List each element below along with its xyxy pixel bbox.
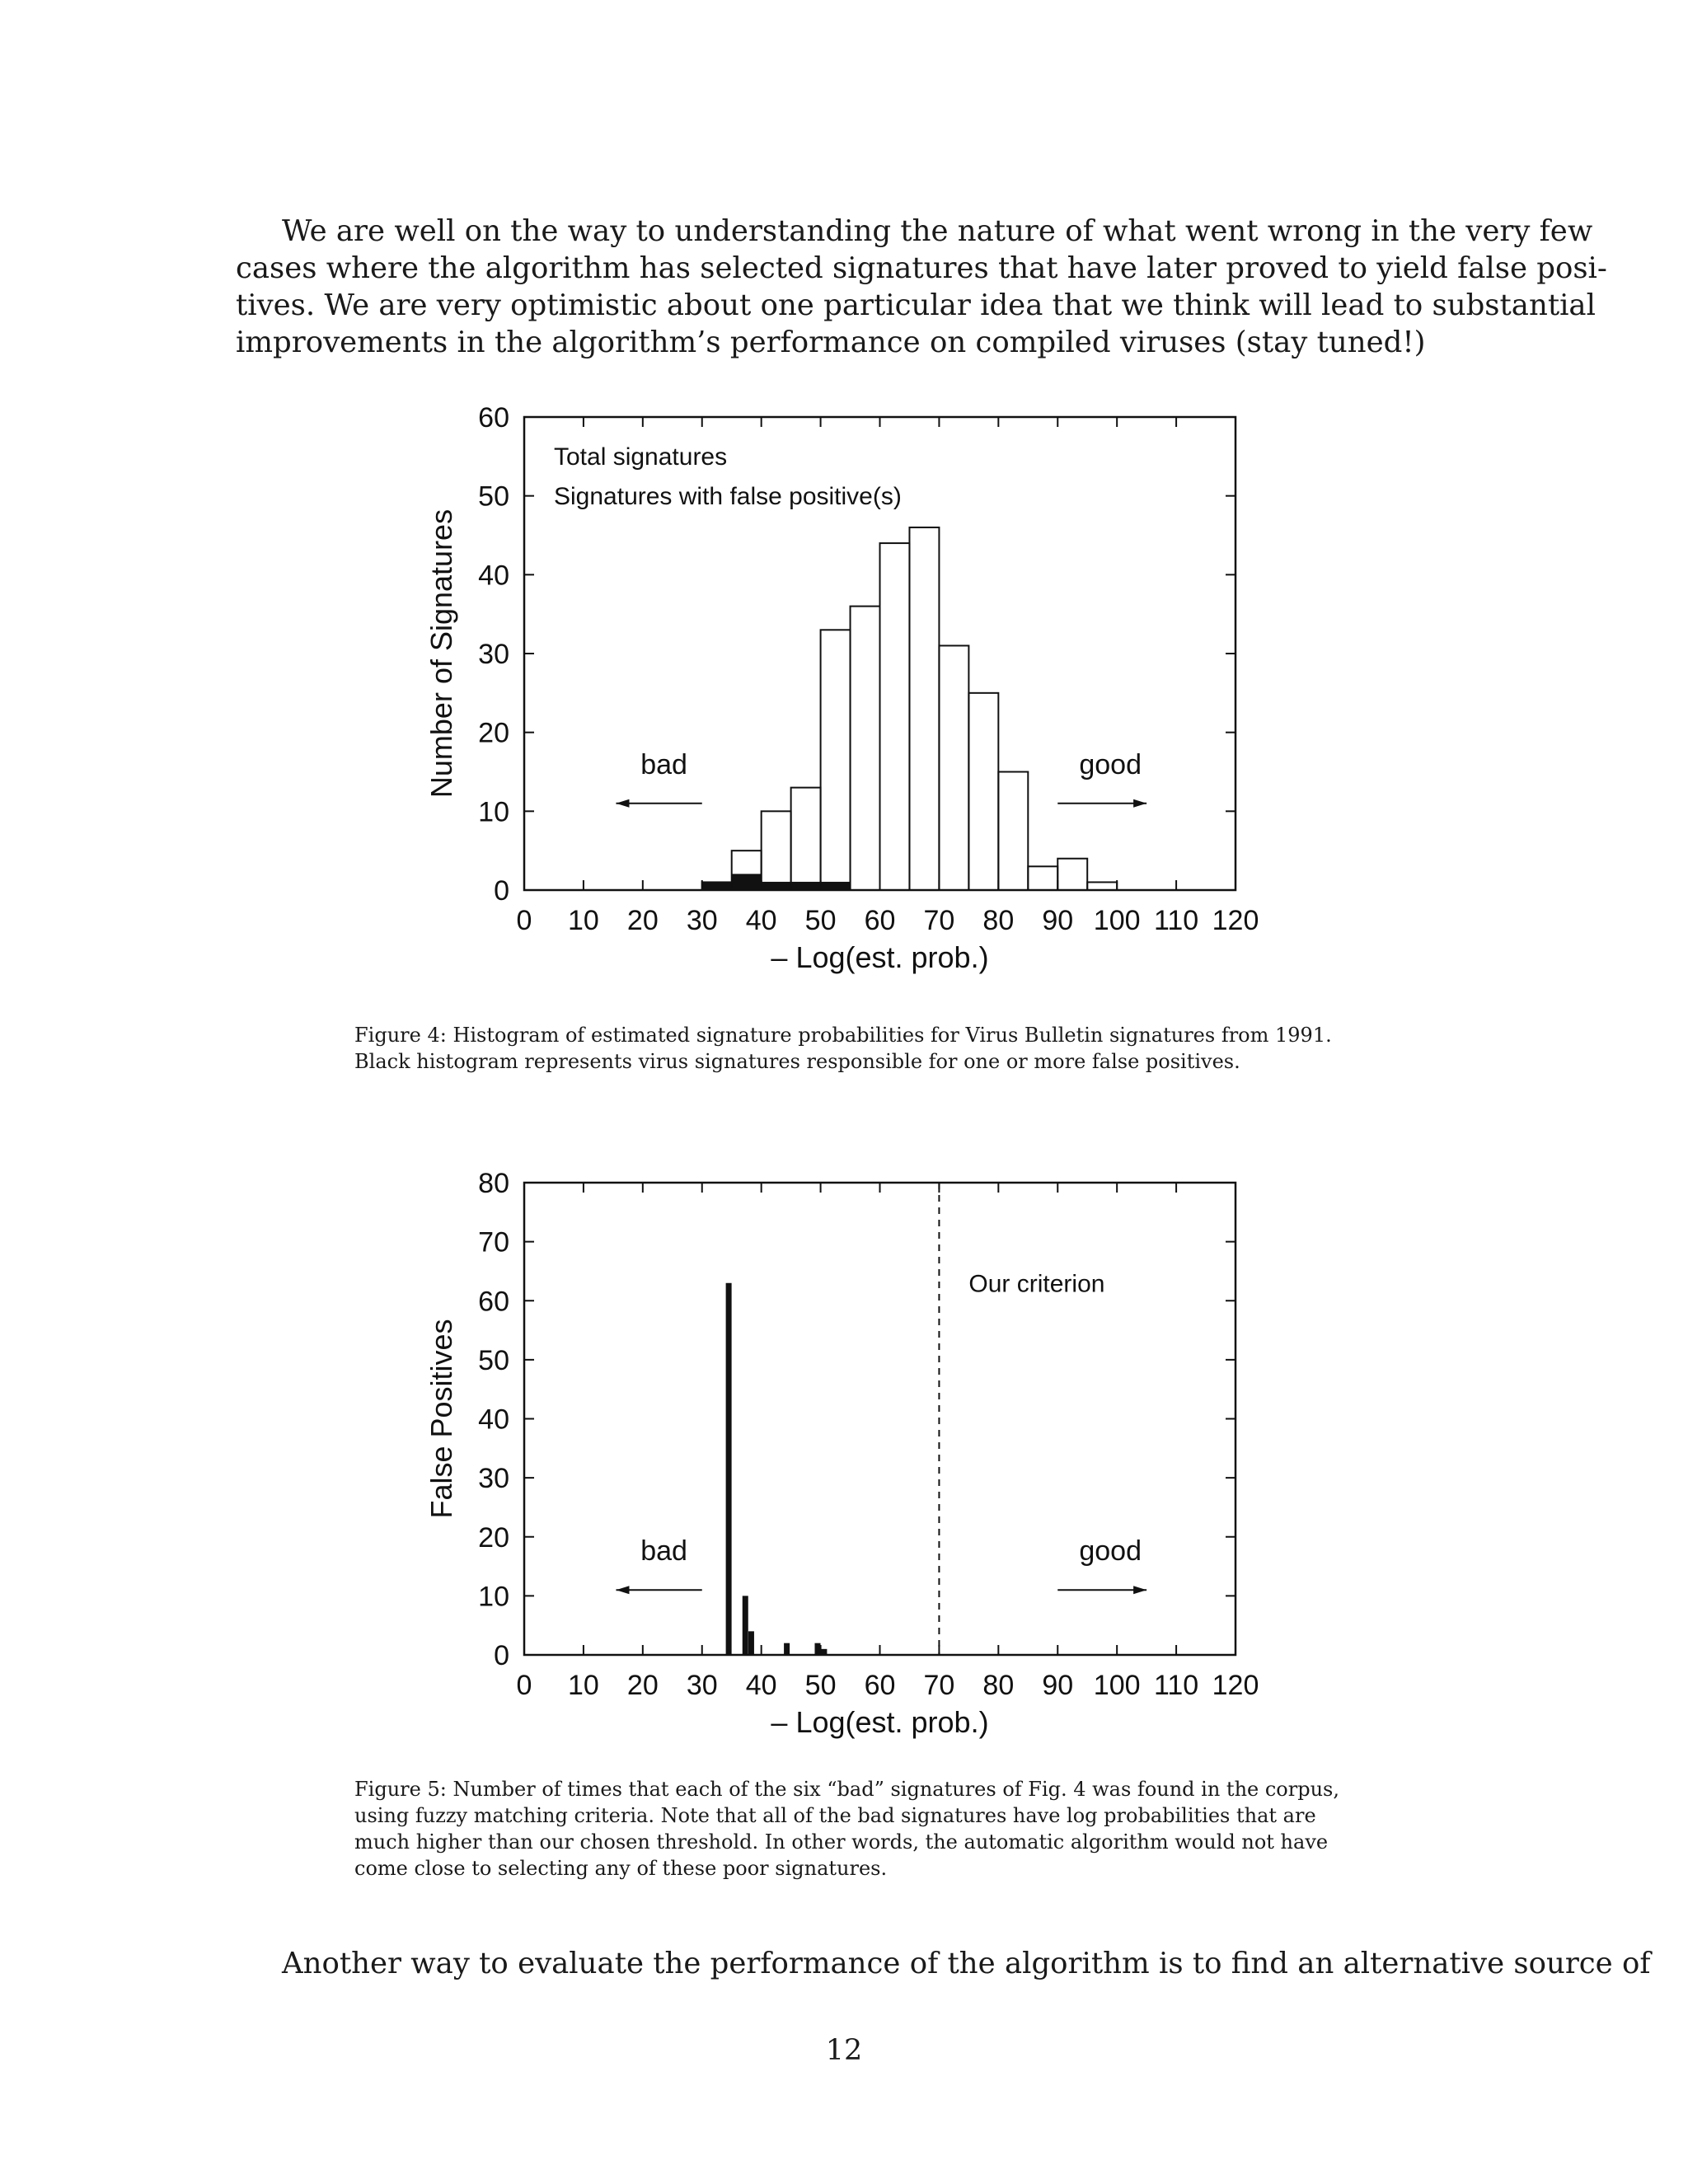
total-signatures-bar xyxy=(762,811,791,890)
y-tick-label: 80 xyxy=(478,1168,509,1199)
good-arrow-head xyxy=(1133,1586,1146,1594)
false-positive-bar xyxy=(791,882,821,890)
x-tick-label: 0 xyxy=(516,1670,532,1701)
plot-frame xyxy=(524,1183,1236,1655)
y-tick-label: 0 xyxy=(494,875,509,907)
y-tick-label: 10 xyxy=(478,796,509,828)
good-label: good xyxy=(1079,748,1142,780)
x-tick-label: 30 xyxy=(686,905,718,936)
total-signatures-bar xyxy=(851,607,880,890)
y-tick-label: 50 xyxy=(478,1344,509,1376)
y-axis-label: Number of Signatures xyxy=(424,509,458,799)
false-positive-spike xyxy=(743,1596,748,1655)
x-tick-label: 90 xyxy=(1042,905,1074,936)
y-tick-label: 20 xyxy=(478,717,509,749)
total-signatures-bar xyxy=(1087,882,1117,890)
false-positive-spike xyxy=(748,1631,754,1655)
caption-line: much higher than our chosen threshold. In other words, the automatic algorithm would not have xyxy=(354,1830,1329,1854)
caption-line: using fuzzy matching criteria. Note that all of the bad signatures have log probabilities that are xyxy=(354,1804,1316,1827)
y-tick-label: 30 xyxy=(478,1463,509,1495)
y-tick-label: 0 xyxy=(494,1640,509,1671)
good-arrow-head xyxy=(1133,799,1146,808)
y-tick-label: 30 xyxy=(478,639,509,670)
good-label: good xyxy=(1079,1535,1142,1568)
bad-label: bad xyxy=(640,748,687,780)
total-signatures-bar xyxy=(821,630,851,890)
paragraph-line: cases where the algorithm has selected signatures that have later proved to yield false posi- xyxy=(236,251,1607,285)
x-tick-label: 80 xyxy=(982,1670,1015,1701)
x-tick-label: 50 xyxy=(804,905,837,936)
figure-5-caption xyxy=(354,1776,1343,1882)
total-signatures-bar xyxy=(998,772,1028,891)
y-tick-label: 20 xyxy=(478,1521,509,1554)
x-tick-label: 30 xyxy=(686,1670,718,1701)
y-tick-label: 60 xyxy=(478,402,509,434)
y-axis-label: False Positives xyxy=(424,1319,458,1519)
y-tick-label: 40 xyxy=(478,1404,509,1436)
total-signatures-bar xyxy=(939,645,968,890)
x-tick-label: 100 xyxy=(1093,905,1141,936)
false-positive-bar xyxy=(732,874,762,890)
x-tick-label: 80 xyxy=(982,905,1015,936)
paragraph-line: We are well on the way to understanding the nature of what went wrong in the very few xyxy=(282,214,1593,248)
x-tick-label: 110 xyxy=(1153,905,1199,936)
y-tick-label: 10 xyxy=(478,1581,509,1613)
x-tick-label: 10 xyxy=(568,905,599,936)
total-signatures-bar xyxy=(909,527,939,890)
x-tick-label: 0 xyxy=(516,905,532,936)
x-tick-label: 70 xyxy=(923,905,955,936)
figure-4-chart xyxy=(0,0,1688,1014)
paragraph-line: tives. We are very optimistic about one particular idea that we think will lead to substantial xyxy=(236,288,1596,322)
x-tick-label: 40 xyxy=(745,1670,777,1701)
figure-5-chart xyxy=(0,1137,1688,1755)
x-tick-label: 10 xyxy=(568,1670,599,1701)
bad-arrow-head xyxy=(616,1586,629,1594)
false-positive-bar xyxy=(762,882,791,890)
x-tick-label: 120 xyxy=(1212,905,1259,936)
total-signatures-bar xyxy=(791,788,821,890)
total-signatures-bar xyxy=(1028,866,1057,890)
x-tick-label: 70 xyxy=(923,1670,955,1701)
y-tick-label: 50 xyxy=(478,480,509,513)
total-signatures-bar xyxy=(880,543,910,890)
caption-line: Figure 4: Histogram of estimated signature probabilities for Virus Bulletin signatures from 1991. xyxy=(354,1024,1332,1047)
x-axis-label: – Log(est. prob.) xyxy=(771,1705,989,1739)
y-tick-label: 60 xyxy=(478,1286,509,1318)
page-number: 12 xyxy=(825,2034,863,2067)
bad-label: bad xyxy=(640,1535,687,1568)
x-tick-label: 50 xyxy=(804,1670,837,1701)
x-tick-label: 60 xyxy=(864,905,896,936)
false-positive-bar xyxy=(702,882,732,890)
y-tick-label: 70 xyxy=(478,1226,509,1258)
x-tick-label: 40 xyxy=(745,905,777,936)
legend-false-positive-signatures: Signatures with false positive(s) xyxy=(554,483,902,510)
false-positive-bar xyxy=(821,882,851,890)
y-tick-label: 40 xyxy=(478,560,509,592)
paragraph-line: improvements in the algorithm’s performance on compiled viruses (stay tuned!) xyxy=(236,326,1426,359)
caption-line: Figure 5: Number of times that each of the six “bad” signatures of Fig. 4 was found in the corpus, xyxy=(354,1778,1339,1801)
legend-total-signatures: Total signatures xyxy=(554,443,728,471)
x-tick-label: 120 xyxy=(1212,1670,1259,1701)
false-positive-spike xyxy=(821,1649,827,1655)
x-tick-label: 20 xyxy=(626,905,659,936)
total-signatures-bar xyxy=(968,693,998,890)
criterion-label: Our criterion xyxy=(968,1270,1105,1298)
x-tick-label: 110 xyxy=(1153,1670,1199,1701)
x-axis-label: – Log(est. prob.) xyxy=(771,940,989,974)
x-tick-label: 20 xyxy=(626,1670,659,1701)
false-positive-spike xyxy=(784,1643,790,1655)
figure-4-caption xyxy=(354,1022,1343,1075)
x-tick-label: 100 xyxy=(1093,1670,1141,1701)
x-tick-label: 90 xyxy=(1042,1670,1074,1701)
bad-arrow-head xyxy=(616,799,629,808)
false-positive-spike xyxy=(814,1643,820,1655)
bottom-paragraph xyxy=(236,1945,1651,1982)
false-positive-spike xyxy=(726,1283,732,1655)
paragraph-line: Another way to evaluate the performance of the algorithm is to find an alternative source of xyxy=(282,1947,1651,1980)
caption-line: come close to selecting any of these poor signatures. xyxy=(354,1857,888,1880)
caption-line: Black histogram represents virus signatures responsible for one or more false positives. xyxy=(354,1050,1240,1073)
total-signatures-bar xyxy=(1057,859,1087,890)
x-tick-label: 60 xyxy=(864,1670,896,1701)
